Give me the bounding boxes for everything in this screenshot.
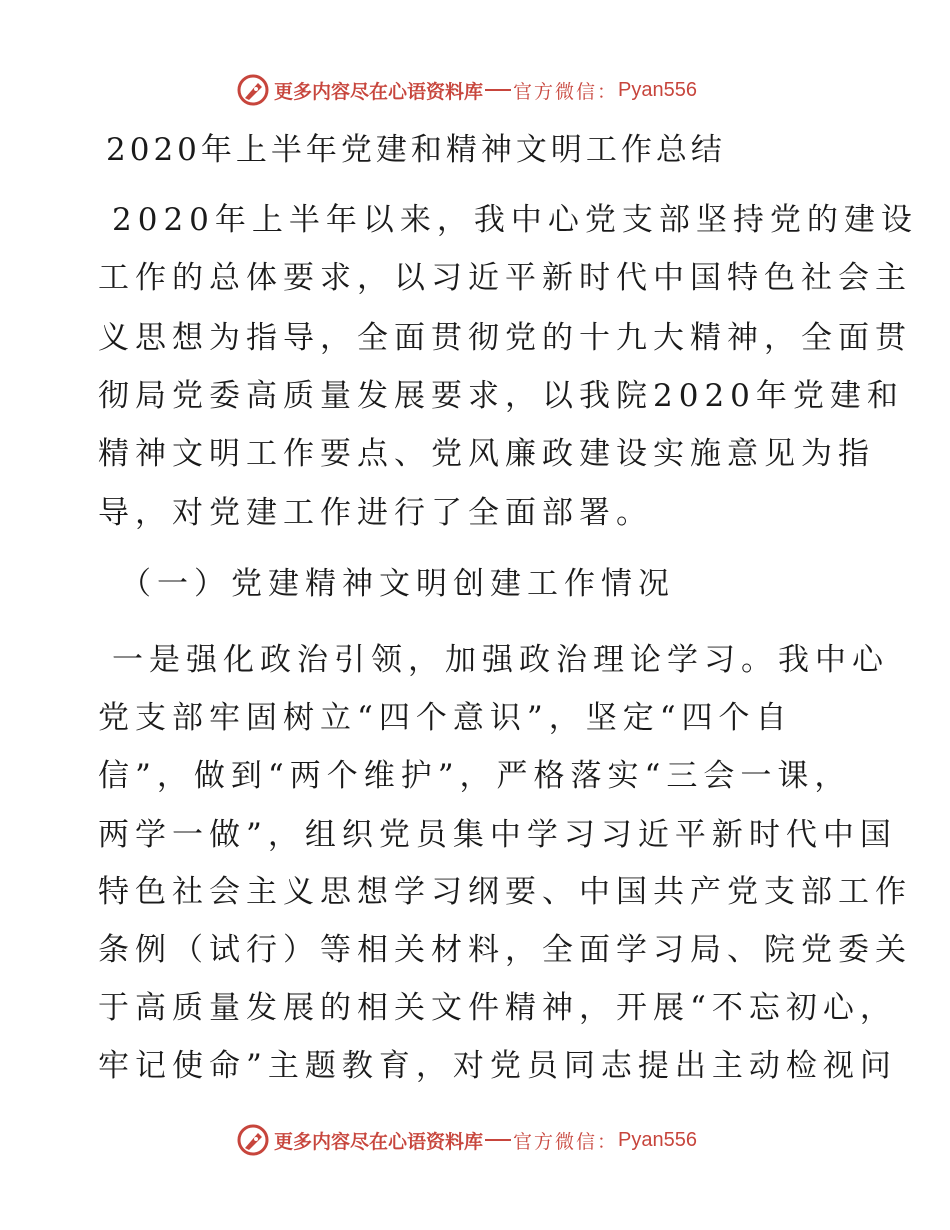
watermark-wechat-id: Pyan556	[618, 78, 697, 101]
paragraph-line: 于高质量发展的相关文件精神，开展“不忘初心，	[98, 990, 897, 1026]
pen-nib-logo-icon	[236, 73, 270, 107]
paragraph-line: 两学一做”，组织党员集中学习习近平新时代中国	[98, 817, 897, 853]
paragraph-line: 牢记使命”主题教育，对党员同志提出主动检视问	[98, 1048, 897, 1084]
watermark-sub-text: 官方微信：	[513, 80, 619, 103]
watermark-brand-text: 更多内容尽在心语资料库	[274, 80, 484, 103]
paragraph-line: 特色社会主义思想学习纲要、中国共产党支部工作	[98, 874, 912, 910]
section-heading: （一）党建精神文明创建工作情况	[120, 566, 675, 602]
watermark-header	[236, 72, 697, 108]
paragraph-line: 党支部牢固树立“四个意识”，坚定“四个自	[98, 700, 793, 736]
document-title: 2020年上半年党建和精神文明工作总结	[106, 132, 726, 168]
watermark-dash	[485, 1139, 511, 1141]
paragraph-line: 导，对党建工作进行了全面部署。	[98, 495, 653, 531]
paragraph-line: 2020年上半年以来，我中心党支部坚持党的建设	[112, 202, 918, 238]
paragraph-line: 工作的总体要求，以习近平新时代中国特色社会主	[98, 260, 912, 296]
watermark-wechat-id: Pyan556	[618, 1128, 697, 1151]
watermark-footer	[236, 1122, 697, 1158]
paragraph-line: 条例（试行）等相关材料，全面学习局、院党委关	[98, 932, 912, 968]
paragraph-line: 一是强化政治引领，加强政治理论学习。我中心	[112, 642, 889, 678]
paragraph-line: 精神文明工作要点、党风廉政建设实施意见为指	[98, 436, 875, 472]
watermark-dash	[485, 89, 511, 91]
watermark-sub-text: 官方微信：	[513, 1130, 619, 1153]
paragraph-line: 信”，做到“两个维护”，严格落实“三会一课，	[98, 758, 852, 794]
pen-nib-logo-icon	[236, 1123, 270, 1157]
paragraph-line: 义思想为指导，全面贯彻党的十九大精神，全面贯	[98, 320, 912, 356]
paragraph-line: 彻局党委高质量发展要求，以我院2020年党建和	[98, 378, 904, 414]
watermark-brand-text: 更多内容尽在心语资料库	[274, 1130, 484, 1153]
